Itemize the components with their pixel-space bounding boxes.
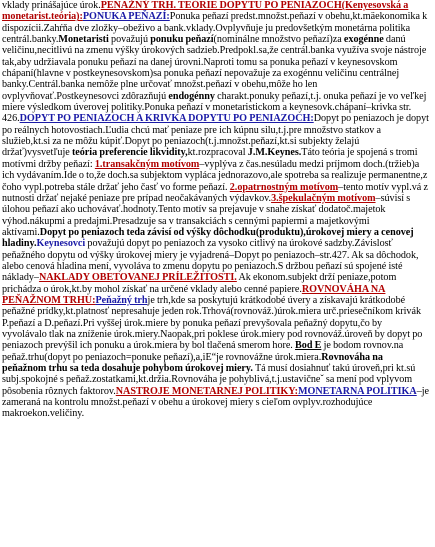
bold-term: Monetaristi (58, 34, 109, 46)
motive-label: 3.špekulačným motívom (271, 192, 376, 204)
body-text: –vyplýva z čas.nesúladu medzi príjmom doch.(tržieb)a ich vydávaním.Ide o to,že doch.sa subjektom vypláca jednorazovo,ale spotreba sa realizuje permanentne,z čoho vypl.potreba stále držať jeho časť vo forme peňazí. (2, 158, 428, 193)
heading-money-supply: PONUKA PEŇAZÍ: (82, 11, 170, 23)
bold-term: endogénny (168, 90, 215, 102)
bold-term: ponuku peňazí (150, 34, 214, 46)
body-text: je bodom rovnov.na peňaž.trhu(dopyt po peniazoch=ponuke peňazí),a,iE“je rovnovážne úrok.miera. (2, 340, 404, 363)
body-text: –súvisí s úlohou peňazí ako uchovávať.hodnoty.Tento motív sa prejavuje v snahe získať dodatoč.majetok výhod.nákupmi a predajmi.Presadzuje sa v transakciách s cennými papiermi a majetkovými aktívami. (2, 192, 411, 238)
bold-underlined-term: Bod E (295, 340, 322, 352)
heading-opportunity-cost: NAKLADY OBETOVANEJ PRÍLEŽITOSTI. (38, 272, 237, 284)
body-text: kt.rozpracoval (187, 147, 246, 159)
body-text: vklady prinášajúce úrok. (2, 0, 101, 11)
body-text: Dopyt po peniazoch je dopyt po reálnych hotovostiach.Ľudia chcú mať peniaze pre ich kúpnu silu,t.j.pre množstvo statkov a služieb,kt.si za ne môžu kúpiť.Dopyt po peniazoch(t.j.množst.peňazí,kt.si subjekty želajú držať)vysvetľuje (2, 113, 429, 159)
bold-term: exogénne (343, 34, 384, 46)
body-text: považujú dopyt po peniazoch za vysoko citlivý na úrokové sadzby.Závislosť peňažného dopytu od výšky úrokovej miery je vyjadrená–Dopyt po peniazoch–str.427. Ak sa dôchodok, alebo cenová hladina mení, vyvoláva to zmenu dopytu po peniazoch.S držbou peňazí sú spojené isté náklady– (2, 238, 419, 284)
keyword-keynesians: Keynesovci (36, 238, 86, 250)
bold-term: J.M.Keynes. (247, 147, 302, 159)
bold-sentence: Rovnováha na peňažnom trhu sa teda dosahuje pohybom úrokovej miery. (2, 351, 383, 374)
body-text: Ak ekonom.subjekt drží peniaze,potom prichádza o úrok,kt.by mohol získať na určené vklady alebo cenné papiere. (2, 272, 397, 295)
heading-monetary-tools: NASTROJE MONETARNEJ POLITIKY: (115, 385, 298, 397)
keyword-money-market: Peňažný trh (95, 294, 148, 306)
body-text: Ponuka peňazí predst.množst.peňazí v obehu,kt.mäekonomika k dispozícii.Zahŕňa dve zložky–obeživo a bank.vklady.Ovplyvňuje ju predovšetkým monetárna politika centrál.banky. (2, 11, 428, 46)
body-text: Táto teória je spojená s tromi motívmi držby peňazí: (2, 147, 418, 170)
keyword-monetary-policy: MONETARNA POLITIKA (298, 385, 417, 397)
body-text: –tento motív vypl.vá z nutnosti držať nejaké peniaze pre prípad neočakávaných výdavkov. (2, 181, 428, 204)
body-text: (nominálne množstvo peňazí)za (213, 34, 342, 46)
bold-sentence: Dopyt po peniazoch teda závisí od výšky dôchodku(produktu),úrokovej miery a cenovej hladiny. (2, 226, 414, 250)
body-text: charakt.ponuky peňazí,t.j. onuka peňazí je vo veľkej miere výsledkom úverovej politiky.Ponuka peňazí v monetaristickom a keynesovk.chápaní–krivka str. 426. (2, 90, 427, 125)
body-text: je trh,kde sa poskytujú krátkodobé úvery a získavajú krátkodobé peňažné prídky,kt.platnosť nepresahuje jeden rok.Trhová(rovnováž.)úrok.miera urč.priesečníkom krivák P.peňazí a D.peňazí.Pri vyššej úrok.miere by ponuka peňazí prevyšovala peňažný dopytu,čo by vyvolávalo tlak na zníženie úrok.miery.Naopak,pri poklese úrok.miery pod rovnováž.úroveň by dopyt po peniazoch prevýšil ich ponuku a úrok.miera by bol tlačená smerom hore. (2, 294, 423, 352)
body-text: –je zameraná na kontrolu množst.peňazí v obehu a úrokovej miery s cieľom ovplyv.rozhodujúce makroekon.veličiny. (2, 385, 430, 420)
bold-term: teória preferencie likvidity, (71, 147, 188, 159)
motive-label: 2.opatrnostným motívom (229, 181, 339, 193)
body-text: danú veličinu,necitlivú na zmenu výšky úrokových sadzieb.Predpokl.sa,že centrál.banka využíva svoje nástroje tak,aby udržiavala ponuku peňazí na danej úrovni.Naproti tomu sa ponuka peňazí v keynesovskom chápaní(hlavne v postkeynesovskom)sa ponuka peňazí nepovažuje za exogénnu veličinu centrálnej banky.Centrál.banka nemôže plne určovať množst.peňazí v obehu,môže ho len ovplyvňovať.Postkeynesovci zdôrazňujú (2, 34, 427, 102)
body-text: Tá musí dosiahnuť takú úroveň,pri kt.sú subj.spokojné s peňaž.zostatkami,kt.držia.Rovnováha je pohyblivá,t.j.ustavičneˇ sa mení pod vplyvom pôsobenia rôznych faktorov. (2, 363, 416, 397)
heading-money-demand: DOPYT PO PENIAZOCH A KRIVKA DOPYTU PO PENIAZOCH: (19, 113, 314, 125)
body-text: považujú (111, 34, 148, 46)
motive-label: 1.transakčným motívom (94, 158, 200, 170)
heading-equilibrium: ROVNOVÁHA NA PEŇAŽNOM TRHU: (2, 283, 386, 306)
heading-money-market: PENAŽNÝ TRH. TEÓRIE DOPYTU PO PENIAZOCH(Kenyesovská a monetarist.teória): (2, 0, 409, 23)
